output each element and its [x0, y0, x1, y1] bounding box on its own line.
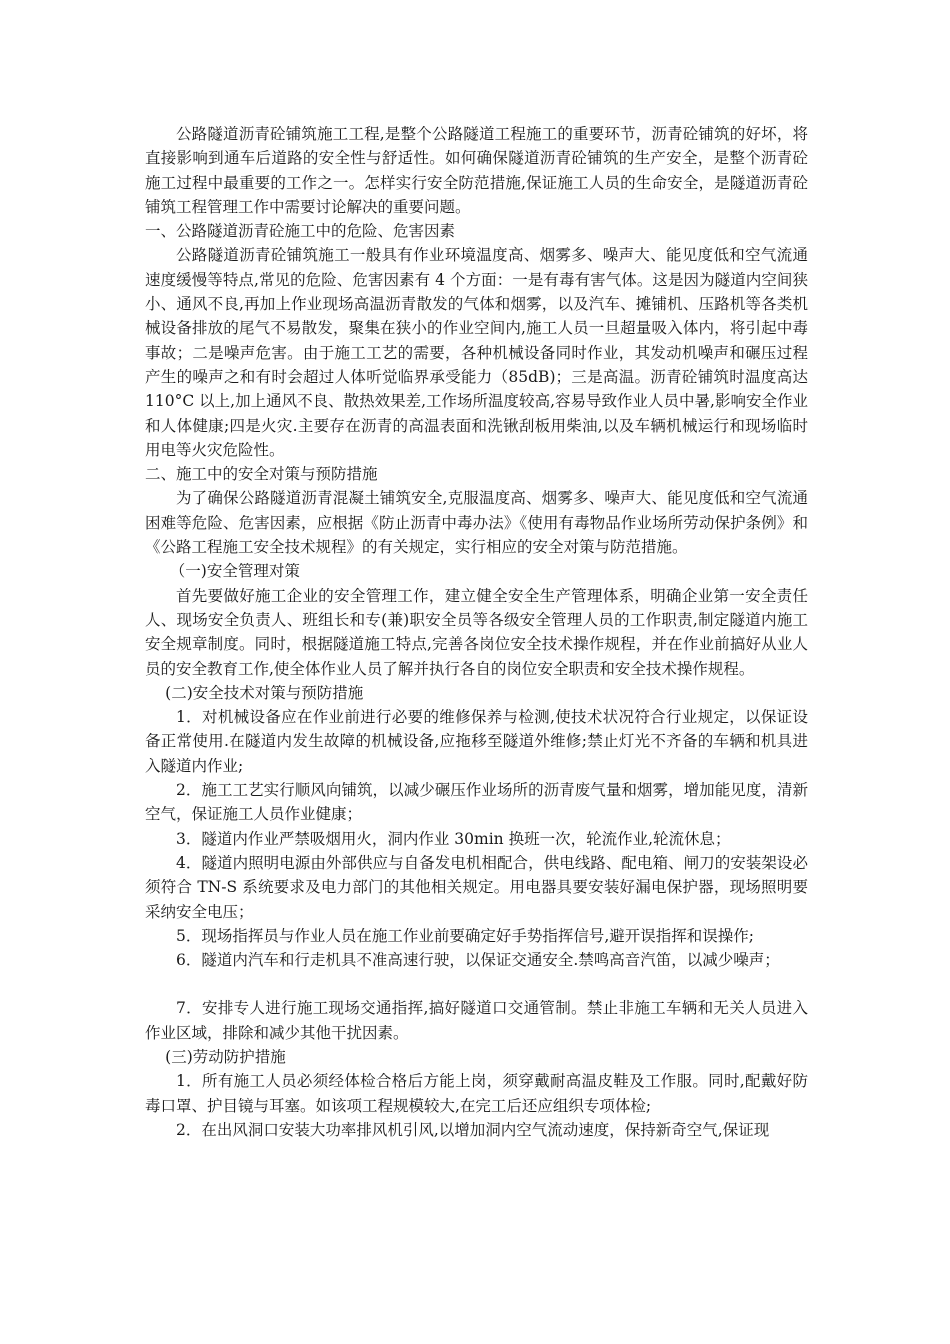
intro-paragraph: 公路隧道沥青砼铺筑施工工程,是整个公路隧道工程施工的重要环节，沥青砼铺筑的好坏，将直接影响到通车后道路的安全性与舒适性。如何确保隧道沥青砼铺筑的生产安全，是整个沥青砼施工过程中最重要的工作之一。怎样实行安全防范措施,保证施工人员的生命安全，是隧道沥青砼铺筑工程管理工作中需要讨论解决的重要问题。: [145, 125, 808, 216]
list-item: 6．隧道内汽车和行走机具不准高速行驶，以保证交通安全.禁鸣高音汽笛，以减少噪声；: [176, 951, 780, 970]
subsection-2-heading: (二)安全技术对策与预防措施: [165, 683, 364, 702]
list-item: 7．安排专人进行施工现场交通指挥,搞好隧道口交通管制。禁止非施工车辆和无关人员进入作业区域，排除和减少其他干扰因素。: [145, 999, 808, 1042]
section-1-paragraph: 公路隧道沥青砼铺筑施工一般具有作业环境温度高、烟雾多、噪声大、能见度低和空气流通速度缓慢等特点,常见的危险、危害因素有 4 个方面：一是有毒有害气体。这是因为隧道内空间狭小、通风不良,再加上作业现场高温沥青散发的气体和烟雾，以及汽车、摊铺机、压路机等各类机械设备排放的尾气不易散发，聚集在狭小的作业空间内,施工人员一旦超量吸入体内，将引起中毒事故；二是噪声危害。由于施工工艺的需要，各种机械设备同时作业，其发动机噪声和碾压过程产生的噪声之和有时会超过人体听觉临界承受能力（85dB)；三是高温。沥青砼铺筑时温度高达 110°C 以上,加上通风不良、散热效果差,工作场所温度较高,容易导致作业人员中暑,影响安全作业和人体健康;四是火灾.主要存在沥青的高温表面和洗锹刮板用柴油,以及车辆机械运行和现场临时用电等火灾危险性。: [145, 246, 808, 459]
document-body: [145, 122, 808, 1142]
list-item: 2．在出风洞口安装大功率排风机引风,以增加洞内空气流动速度，保持新奇空气,保证现: [176, 1120, 770, 1139]
list-item: 1．对机械设备应在作业前进行必要的维修保养与检测,使技术状况符合行业规定，以保证设备正常使用.在隧道内发生故障的机械设备,应拖移至隧道外维修;禁止灯光不齐备的车辆和机具进入隧道内作业;: [145, 708, 808, 775]
list-item: 5．现场指挥员与作业人员在施工作业前要确定好手势指挥信号,避开误指挥和误操作;: [176, 926, 755, 945]
list-item: 3．隧道内作业严禁吸烟用火，洞内作业 30min 换班一次，轮流作业,轮流休息；: [176, 829, 731, 848]
list-item: 4．隧道内照明电源由外部供应与自备发电机相配合，供电线路、配电箱、闸刀的安装架设必须符合 TN-S 系统要求及电力部门的其他相关规定。用电器具要安装好漏电保护器，现场照明要采纳安全电压；: [145, 853, 808, 921]
list-item: 1．所有施工人员必须经体检合格后方能上岗，须穿戴耐高温皮鞋及工作服。同时,配戴好防毒口罩、护目镜与耳塞。如该项工程规模较大,在完工后还应组织专项体检;: [145, 1072, 808, 1115]
section-2-heading: 二、施工中的安全对策与预防措施: [145, 465, 378, 484]
list-item: 2．施工工艺实行顺风向铺筑，以减少碾压作业场所的沥青废气量和烟雾，增加能见度，清新空气，保证施工人员作业健康；: [145, 781, 808, 824]
blank-line: [145, 972, 808, 996]
section-1-heading: 一、公路隧道沥青砼施工中的危险、危害因素: [145, 222, 456, 241]
subsection-3-heading: (三)劳动防护措施: [165, 1047, 286, 1066]
subsection-1-heading: （一)安全管理对策: [169, 562, 300, 581]
subsection-1-paragraph: 首先要做好施工企业的安全管理工作，建立健全安全生产管理体系，明确企业第一安全责任人、现场安全负责人、班组长和专(兼)职安全员等各级安全管理人员的工作职责,制定隧道内施工安全规章制度。同时，根据隧道施工特点,完善各岗位安全技术操作规程，并在作业前搞好从业人员的安全教育工作,使全体作业人员了解并执行各自的岗位安全职责和安全技术操作规程。: [145, 586, 808, 678]
section-2-paragraph: 为了确保公路隧道沥青混凝土铺筑安全,克服温度高、烟雾多、噪声大、能见度低和空气流通困难等危险、危害因素，应根据《防止沥青中毒办法》《使用有毒物品作业场所劳动保护条例》和《公路工程施工安全技术规程》的有关规定，实行相应的安全对策与防范措施。: [145, 489, 808, 557]
